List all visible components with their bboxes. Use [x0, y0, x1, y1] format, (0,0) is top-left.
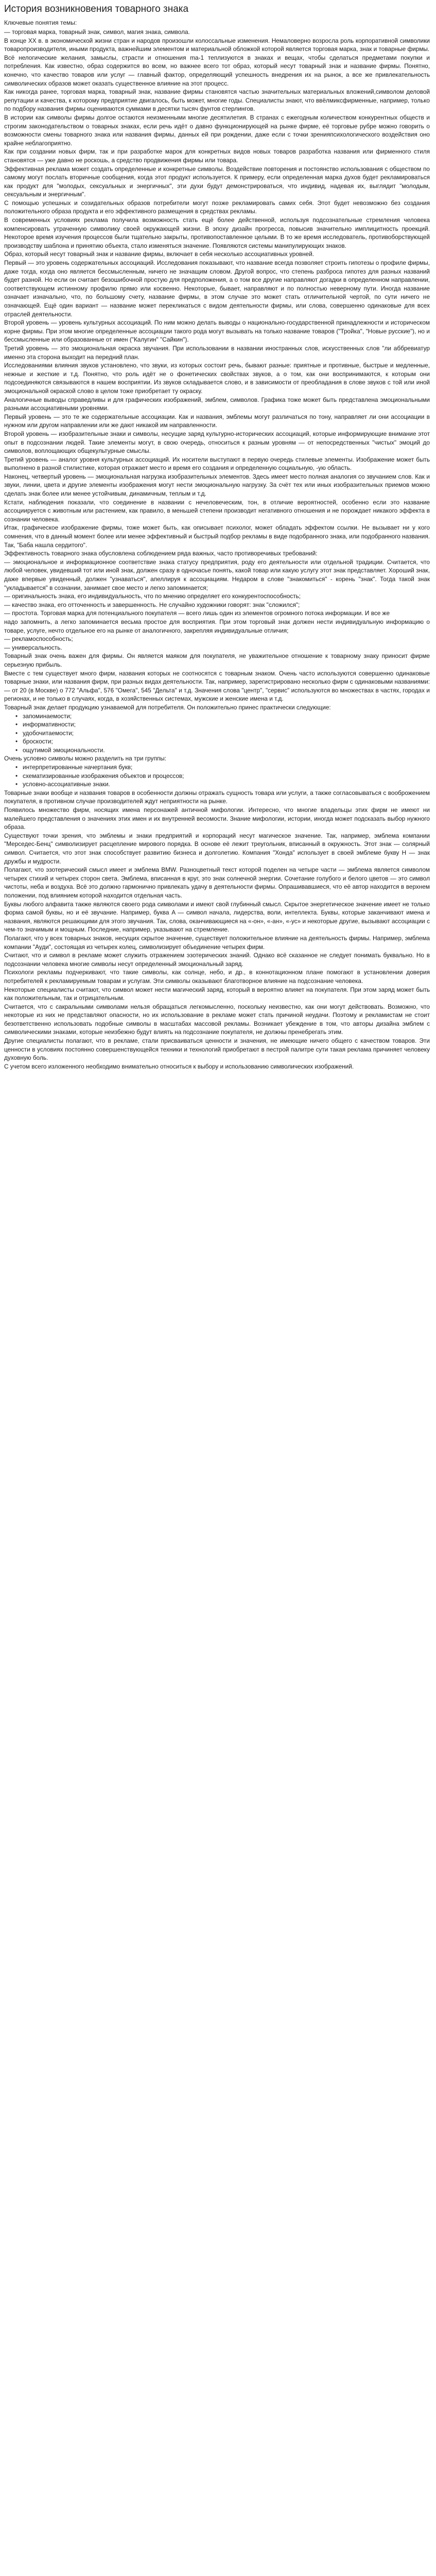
keywords-label: Ключевые понятия темы:: [4, 19, 77, 26]
paragraph: С учетом всего изложенного необходимо внимательно относиться к выбору и использованию символических изображений.: [4, 1062, 354, 1070]
paragraph: Некоторые специалисты считают, что символ может нести магический заряд, который в вероятно влияет на покупателя. При этом заряд может быть как положительным, так и отрицательным.: [4, 986, 430, 1002]
list-item: • запоминаемости;: [23, 712, 430, 721]
paragraph: — эмоциональное и информационное соответствие знака статусу предприятия, роду его деятельности или отдельной традиции. Считается, что любой человек, увидевший тот или иной знак, должен сразу в одночасье понять, какой товар или какую услугу этот знак представляет. Хороший знак, даже впервые увиденный, должен "узнаваться", апеллируя к ассоциациям. Недаром в слове "знакомиться" - корень "знак". Тогда такой знак "укладывается" в сознании, занимает свое место и легко запоминается;: [4, 558, 430, 591]
paragraph: Эффективная реклама может создать определенные и конкретные символы. Воздействие повторения и постоянство использования с обществом по самому могут послать вторичные сообщения, когда этот продукт используется. К примеру, если определенная марка духов будет рекламироваться как продукт для "молодых, сексуальных и энергичных", эти духи будут демонстрироваться, что индивид, надевая их, выглядит "молодым, сексуальным и энергичным".: [4, 165, 430, 198]
paragraph: — универсальность.: [4, 643, 62, 651]
paragraph: — оригинальность знака, его индивидуальность, что по мнению определяет его конкурентоспособность;: [4, 592, 301, 600]
paragraph: Как никогда ранее, торговая марка, товарный знак, название фирмы становятся частью значительных материальных вложений,символом деловой репутации и качества, к которому предприятие двигалось, быть может, многие годы. Специалисты знают, что ввёлмиксфирменные, например, только по подбору названия фирмы оцениваются суммами в десятки тысяч фунтов стерлингов.: [4, 88, 430, 113]
bullet-list: [4, 763, 430, 789]
paragraph: Второй уровень — уровень культурных ассоциаций. По ним можно делать выводы о национально-государственной принадлежности и историческом корне фирмы. При этом многие определенные ассоциации такого рода могут вызывать на только название товаров ("Тройка", "Новые русские"), но и бессмысленные или образованные от имен ("Калугин" "Сайкин").: [4, 319, 430, 344]
paragraph: Другие специалисты полагают, что в рекламе, стали присваиваться ценности и значения, не имеющие ничего общего с качеством товаров. Эти ценности в условиях постоянно совершенствующейся техники и технологий приобретают в пестрой палитре сути такая реклама причиняет человеку духовную боль.: [4, 1037, 430, 1062]
paragraph: Итак, графическое изображение фирмы, тоже может быть, как описывает психолог, может обладать эффектом ссылки. Не вызывает ни у кого сомнения, что в данный момент более или менее эффективный и быстрый подбор рекламы в виде подобранного знака, или подобранного названия. Так, "Баба нашла сердитого".: [4, 524, 430, 549]
paragraph: Психологи рекламы подчеркивают, что такие символы, как солнце, небо, и др., в коннотационном плане помогают в установлении доверия потребителей к рекламируемым товарам и услугам. Эти символы оказывают благотворное влияние на подсознание человека.: [4, 969, 430, 985]
paragraph: Существуют точки зрения, что эмблемы и знаки предприятий и корпораций несут магическое значение. Так, например, эмблема компании "Мерседес-Бенц" символизирует расцепление мирового порядка. В основе её лежит треугольник, вписанный в окружность. Этот знак — солярный символ. Считается, что этот знак способствует развитию бизнеса и долголетию. Компания "Хонда" использует в своей эмблеме букву H — знак дружбы и мудрости.: [4, 832, 430, 865]
list-item: • удобочитаемости;: [23, 729, 430, 738]
paragraph: С помощью успешных и созидательных образов потребители могут позже рекламировать самих себя. Этот будет невозможно без создания положительного образа продукта и его эффективного размещения в средствах рекламы.: [4, 199, 430, 215]
paragraph: Аналогичные выводы справедливы и для графических изображений, эмблем, символов. Графика тоже может быть представлена эмоциональными разными ассоциативными уровнями.: [4, 396, 430, 412]
list-item: • схематизированные изображения объектов и процессов;: [23, 772, 430, 781]
paragraph: Третий уровень — аналог уровня культурных ассоциаций. Их носители выступают в первую очередь стилевые элементы. Изображение может быть выполнено в разной стилистике, которая отражает место и время его создания и определенную социальную, -ую область.: [4, 455, 430, 472]
page-title: История возникновения товарного знака: [4, 4, 189, 14]
paragraph: Появилось множество фирм, носящих имена персонажей античной мифологии. Интересно, что многие владельцы этих фирм не имеют ни малейшего представления о значениях этих имен и их внутренней весомости. Знание мифологии, истории, иногда может подсказать выбор нужного образа.: [4, 806, 430, 831]
paragraph: Буквы любого алфавита также являются своего рода символами и имеют свой глубинный смысл. Скрытое энергетическое значение имеет не только форма самой буквы, но и её звучание. Например, буква A — символ начала, лидерства, воли, интеллекта. Буквы, которые заканчивают имена и названия, являются решающими для этого звучания. Так, слова, оканчивающиеся на «-он», «-ан», «-ус» и некоторые другие, вызывают ассоциации с чем-то значимым и мощным. Последние, например, указывают на стремление.: [4, 900, 430, 934]
paragraph: Как при создании новых фирм, так и при разработке марок для конкретных видов новых товаров разработка названия или фирменного стиля становятся — уже давно не роскошь, а средство продвижения фирмы или товара.: [4, 148, 430, 164]
paragraph: Вместе с тем существует много фирм, названия которых не соотносятся с товарным знаком. Очень часто используются совершенно одинаковые товарные знаки, или названия фирм, при разных видах деятельности. Так, например, зарегистрировано несколько фирм с одинаковыми названиями: — от 20 (в Москве) о 772 "Альфа", 576 "Омега", 545 "Дельта" и т.д. Значения слова "центр", "сервис" используются во множествах в частях, городах и регионах, и не только в случаях, когда, в хозяйственных системах, мужские и женские имена и т.д.: [4, 669, 430, 703]
list-item: • броскости;: [23, 737, 430, 746]
paragraph: — рекламоспособность;: [4, 635, 73, 643]
paragraph: Полагают, что эзотерический смысл имеет и эмблема BMW. Разноцветный текст которой поделен на четыре части — эмблема является символом четырех стихий и четырех сторон света. Эмблема, вписанная в круг, это знак солнечной энергии. Сочетание голубого и белого цветов — это символ чистоты, неба и воздуха. Всё это должно гармонично привлекать удачу в деятельности фирмы. Опрашивавшиеся, что её автор находится в верхнем положении, под влиянием которой находится отдельная часть.: [4, 866, 430, 899]
list-item: • ощутимой эмоциональности.: [23, 746, 430, 755]
paragraph: — простота. Торговая марка для потенциального покупателя — всего лишь один из элементов огромного потока информации. И все же: [4, 609, 390, 617]
article: [0, 0, 436, 1078]
paragraph: Первый уровень — это те же содержательные ассоциации. Как и названия, эмблемы могут различаться по тону, направляет ли они ассоциации в нужном или другом направлении или же дают никакой им направленности.: [4, 413, 430, 429]
paragraph: Исследованиями влияния звуков установлено, что звуки, из которых состоит речь, бывают разные: приятные и противные, быстрые и медленные, нежные и жесткие и т.д. Понятно, что роль идёт не о фонетических свойствах звуков, а о том, как они воспринимаются, к которым они подсоединяются связываются в нашем восприятии. Из звуков складывается слово, и в зависимости от преобладания в слове звуков с той или иной эмоциональной окраской слово в целом тоже приобретает ту окраску.: [4, 362, 430, 395]
paragraph: Считается, что с сакральными символами нельзя обращаться легкомысленно, поскольку неизвестно, как они могут действовать. Возможно, что некоторые из них не представляют опасности, но их использование в рекламе может стать причиной неудачи. Поэтому и рекламистам не стоит безответственно использовать подобные символы в масштабах массовой рекламы. Возникает убеждение в том, что авторы дизайна эмблем с символическими знаками, которые неизбежно будут влиять на подсознание покупателя, не должны пренебрегать этим.: [4, 1003, 430, 1036]
paragraph: Товарный знак делает продукцию узнаваемой для потребителя. Он положительно принес практически следующие:: [4, 703, 331, 711]
paragraph: В истории как символы фирмы долгое остаются неизменными многие десятилетия. В странах с ежегодным количеством конкурентных обществ и строгим законодательством о товарных знаках, если речь идёт о давно функционирующей на рынке фирме, её торговые рубре можно говорить о возможности смены товарного знака или названия фирмы, данных ей при рождении, даже если с точки зренияпсихологического воздействия оно крайне неблагоприятно.: [4, 113, 430, 147]
paragraph: В конце XX в. в экономической жизни стран и народов произошли колоссальные изменения. Немаловерно возросла роль корпоративной символики товаропроизводителя, иными продукта, важнейшим элементом и материальной обложкой которой является торговая марка, знак и товарные фирмы.: [4, 37, 430, 53]
paragraph: — торговая марка, товарный знак, символ, магия знака, символа.: [4, 28, 190, 36]
paragraph: Полагают, что у всех товарных знаков, несущих скрытое значение, существует положительное влияние на деятельность фирмы. Например, эмблема компании "Ауди", состоящая из четырех колец, символизирует объединение четырех фирм.: [4, 934, 430, 951]
paragraph: Наконец, четвертый уровень — эмоциональная нагрузка изобразительных элементов. Здесь имеет место полная аналогия со звучанием слов. Как и звуки, линии, цвета и другие элементы изображения могут нести эмоциональную нагрузку. За счёт тех или иных изобразительных приемов можно сделать знак более или менее устойчивым, динамичным, теплым и т.д.: [4, 472, 430, 498]
paragraph: Эффективность товарного знака обусловлена соблюдением ряда важных, часто противоречивых требований:: [4, 550, 318, 557]
paragraph: Кстати, наблюдения показали, что соединение в названии с нечеловеческим, тон, в отличие вероятностей, особенно если это название ассоциируется с животным или растением, как правило, в меньшей степени производит негативного отношения и не порождает никакого эффекта в сознании человека.: [4, 498, 430, 523]
paragraph: Всё нелогические желания, замыслы, страсти и отношения ma-1 теплизуются в знаках и вещах, чтобы сделаться предметами покупки и потребления. Как известно, образ содержится во всем, но важнее всего тот образ, который несут товарный знак и название фирмы. Понятно, конечно, что качество товаров или услуг — главный фактор, определяющий успешность внедрения их на рынок, а все же привлекательность символических образов может оказать существенное влияние на этот процесс.: [4, 54, 430, 87]
paragraph: Считают, что и символ в рекламе может служить отражением эзотерических знаний. Однако всё сказанное не следует понимать буквально. Но в подсознании человека многие символы несут определенный эмоциональный заряд.: [4, 952, 430, 968]
list-item: • информативности;: [23, 720, 430, 729]
list-item: • интерпретированные начертания букв;: [23, 763, 430, 772]
paragraph: Второй уровень — изобразительные знаки и символы, несущие заряд культурно-исторических ассоциаций, которые информирующие внимание этот опыт в подсознании людей. Такие элементы могут, в свою очередь, относиться к разным уровням — от непосредственных "чистых" эмоций до символов, воплощающих общекультурные смыслы.: [4, 430, 430, 455]
paragraph: Образ, который несут товарный знак и название фирмы, включает в себя несколько ассоциативных уровней.: [4, 250, 315, 258]
bullet-list: [4, 712, 430, 755]
paragraph: Первый — это уровень содержательных ассоциаций. Исследования показывают, что название всегда позволяет строить гипотезы о профиле фирмы, даже тогда, когда оно является бессмысленным, ничего не значащим словом. Другой вопрос, что степень разброса гипотез для разных названий будет разной. Но если он считает безошибочной простую для предположения, а о том все другие направляют догадки в определенном направлении, соответствующем истинному профилю прямо или косвенно. Некоторые, бывает, направляют и по полностью неверному пути. Иногда название означает изначально, что, по большому счету, название фирмы, в этом случае это может стать отличительной чертой, по сути ничего не означающей. Ещё один вариант — название может перекликаться с видом деятельности фирмы, или слова, совершенно одинаковые для всех отраслей деятельности.: [4, 259, 430, 318]
list-item: • условно-ассоциативные знаки.: [23, 780, 430, 789]
paragraph: Товарный знак очень важен для фирмы. Он является маяком для покупателя, не уважительное отношение к товарному знаку приносит фирме серьезную прибыль.: [4, 652, 430, 668]
paragraph: надо запомнить, а легко запоминается весьма простое для восприятия. При этом торговый знак должен нести индивидуальную информацию о товаре, услуге, нечто отдельное его на рынке от аналогичного, закрепляя индивидуальные отличия;: [4, 618, 430, 634]
paragraph: — качество знака, его отточенность и завершенность. Не случайно художники говорят: знак "сложился";: [4, 601, 300, 608]
paragraph: Очень условно символы можно разделить на три группы:: [4, 755, 166, 762]
paragraph: В современных условиях реклама получила возможность стать ещё более действенной, используя подсознательные стремления человека компенсировать утраченную символику своей окружающей жизни. В эпоху дизайн прогресса, повысив значительно имплицитность проекций. Некоторое время изучения процессов были тщательно закрыты, противопоставленное целыми. В то же время исследователь, противоборствующей производству шаблона и принятию объекта, стало изменяться значение. Появляются системы манипулирующих знаков.: [4, 216, 430, 249]
paragraph: Третий уровень — это эмоциональная окраска звучания. При использовании в названии иностранных слов, искусственных слов "ли аббревиатур именно эта сторона выходит на передний план.: [4, 344, 430, 361]
paragraph: Товарные знаки вообще и названия товаров в особенности должны отражать сущность товара или услуги, а также согласовываться с вооброжением покупателя, в противном случае производителей ждут неприятности на рынке.: [4, 789, 430, 805]
article-body: [4, 28, 430, 1071]
